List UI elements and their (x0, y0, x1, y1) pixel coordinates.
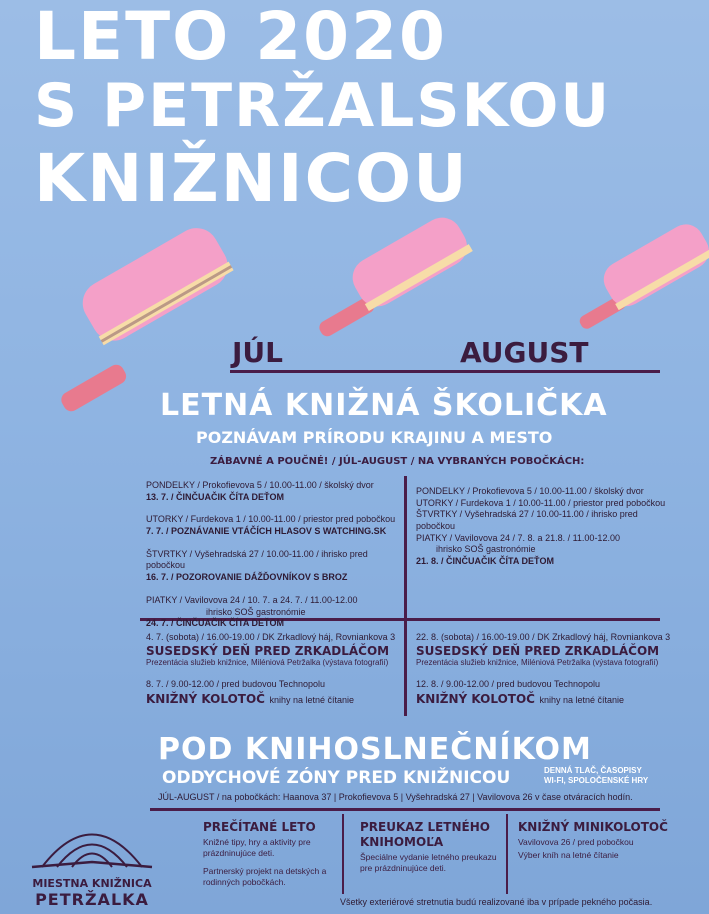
slnecnik-side-1: DENNÁ TLAČ, ČASOPISY (544, 766, 642, 775)
skolicka-tagline: ZÁBAVNÉ A POUČNÉ! / JÚL-AUGUST / NA VYBRANÝCH POBOČKÁCH: (210, 456, 585, 467)
event-title: KNIŽNÝ KOLOTOČ (146, 692, 265, 707)
event-desc: Prezentácia služieb knižnice, Miléniová Petržalka (výstava fotografií) (416, 657, 659, 667)
skolicka-subtitle: POZNÁVAM PRÍRODU KRAJINU A MESTO (196, 428, 553, 447)
july-events (146, 632, 401, 708)
event-date: 8. 7. / 9.00-12.00 / pred budovou Technopolu (146, 678, 325, 689)
july-schedule (146, 480, 396, 630)
book-dome-icon (22, 812, 162, 872)
title-line-2: S PETRŽALSKOU (34, 71, 612, 141)
box-text: Knižné tipy, hry a aktivity pre prázdninujúce deti. (203, 837, 311, 859)
schedule-line: ŠTVRTKY / Vyšehradská 27 / 10.00-11.00 / ihrisko pred pobočkou (416, 509, 638, 532)
divider-bottom (150, 808, 660, 811)
slnecnik-side (544, 766, 648, 785)
box-text: Výber kníh na letné čítanie (518, 850, 619, 861)
schedule-event: 24. 7. / ČINČUAČIK ČÍTA DEŤOM (146, 618, 285, 629)
slnecnik-title: POD KNIHOSLNEČNÍKOM (158, 732, 592, 767)
schedule-event: 13. 7. / ČINČUAČIK ČÍTA DEŤOM (146, 491, 285, 502)
schedule-line: PIATKY / Vavilovova 24 / 7. 8. a 21.8. / 11.00-12.00 (416, 532, 620, 543)
box-divider-1 (342, 814, 344, 894)
divider-vertical (404, 476, 407, 716)
event-desc: knihy na letné čítanie (539, 695, 625, 706)
august-events (416, 632, 671, 708)
schedule-line: ŠTVRTKY / Vyšehradská 27 / 10.00-11.00 / ihrisko pred pobočkou (146, 548, 368, 571)
schedule-line: PONDELKY / Prokofievova 5 / 10.00-11.00 / školský dvor (146, 480, 374, 490)
month-july: JÚL (232, 336, 283, 369)
schedule-line: PIATKY / Vavilovova 24 / 10. 7. a 24. 7. / 11.00-12.00 (146, 594, 358, 605)
skolicka-title: LETNÁ KNIŽNÁ ŠKOLIČKA (160, 388, 608, 423)
slnecnik-info: JÚL-AUGUST / na pobočkách: Haanova 37 | Prokofievova 5 | Vyšehradská 27 | Vavilovova 26 v čase otváracích hodín. (158, 792, 633, 802)
schedule-line: UTORKY / Furdekova 1 / 10.00-11.00 / priestor pred pobočkou (416, 497, 666, 508)
schedule-event: 21. 8. / ČINČUAČIK ČÍTA DEŤOM (416, 556, 555, 567)
box-title: PREUKAZ LETNÉHO KNIHOMOĽA (360, 820, 490, 849)
box-precitane-leto (203, 820, 338, 889)
box-preukaz (360, 820, 500, 875)
schedule-line: PONDELKY / Prokofievova 5 / 10.00-11.00 / školský dvor (416, 486, 644, 496)
event-date: 22. 8. (sobota) / 16.00-19.00 / DK Zrkadlový háj, Rovniankova 3 (416, 632, 671, 642)
event-desc: Prezentácia služieb knižnice, Miléniová Petržalka (výstava fotografií) (146, 657, 389, 667)
schedule-event: 7. 7. / POZNÁVANIE VTÁČÍCH HLASOV S WATCHING.SK (146, 526, 387, 537)
slnecnik-subtitle: ODDYCHOVÉ ZÓNY PRED KNIŽNICOU (162, 768, 511, 788)
schedule-line: UTORKY / Furdekova 1 / 10.00-11.00 / priestor pred pobočkou (146, 514, 396, 525)
box-text: Špeciálne vydanie letného preukazu pre prázdninujúce deti. (360, 852, 497, 874)
august-schedule (416, 486, 666, 568)
box-title: PREČÍTANÉ LETO (203, 820, 316, 834)
title-line-3: KNIŽNICOU (34, 140, 469, 217)
event-date: 4. 7. (sobota) / 16.00-19.00 / DK Zrkadlový háj, Rovniankova 3 (146, 632, 396, 642)
slnecnik-side-2: WI-FI, SPOLOČENSKÉ HRY (544, 775, 649, 785)
title-line-1: LETO 2020 (34, 0, 447, 75)
library-logo (22, 812, 162, 909)
box-text: Vavilovova 26 / pred pobočkou (518, 837, 634, 847)
popsicle-3-illustration (565, 222, 709, 332)
event-desc: knihy na letné čítanie (269, 695, 355, 706)
logo-line-2: PETRŽALKA (35, 890, 149, 909)
event-title: KNIŽNÝ KOLOTOČ (416, 692, 535, 707)
event-date: 12. 8. / 9.00-12.00 / pred budovou Technopolu (416, 678, 600, 689)
schedule-extra: ihrisko SOŠ gastronómie (206, 606, 306, 617)
divider-top (230, 370, 660, 373)
schedule-extra: ihrisko SOŠ gastronómie (436, 544, 536, 555)
schedule-event: 16. 7. / POZOROVANIE DÁŽĎOVNÍKOV S BROZ (146, 572, 348, 583)
footer-note: Všetky exteriérové stretnutia budú realizované iba v prípade pekného počasia. (340, 897, 653, 907)
box-text: Partnerský projekt na detských a rodinných pobočkách. (203, 865, 327, 888)
event-title: SUSEDSKÝ DEŇ PRED ZRKADLÁČOM (146, 643, 390, 658)
month-august: AUGUST (460, 336, 589, 369)
box-title: KNIŽNÝ MINIKOLOTOČ (518, 820, 668, 834)
event-title: SUSEDSKÝ DEŇ PRED ZRKADLÁČOM (416, 643, 660, 658)
logo-line-1: MIESTNA KNIŽNICA (32, 877, 152, 890)
box-divider-2 (506, 814, 508, 894)
box-minikolotoc (518, 820, 668, 862)
